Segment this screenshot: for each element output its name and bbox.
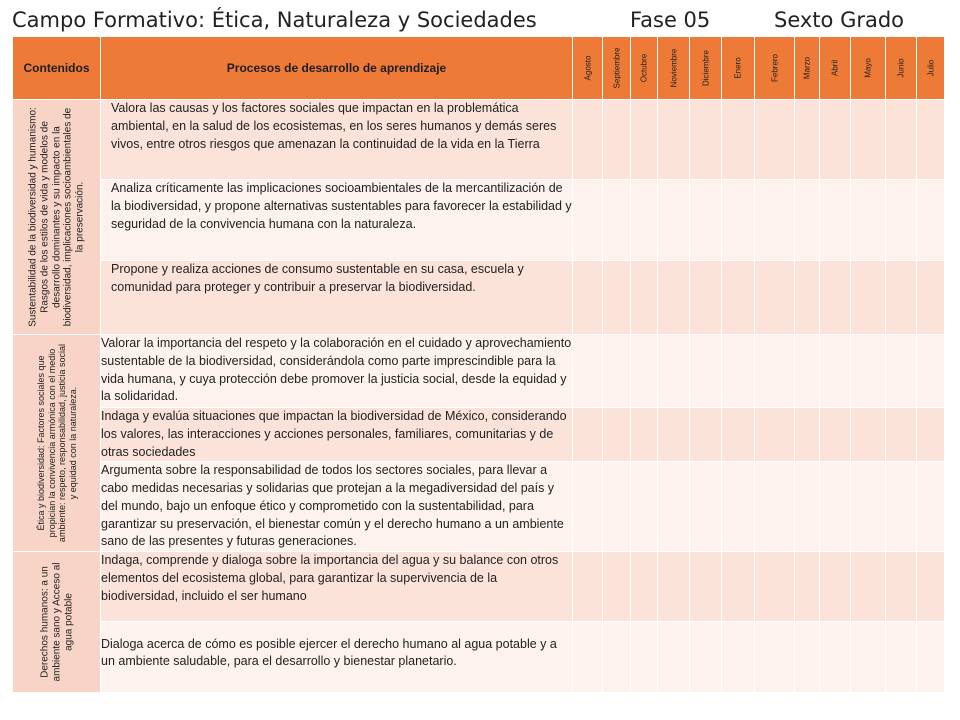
month-cell[interactable] [851, 462, 886, 552]
month-cell[interactable] [886, 552, 917, 622]
planning-table [12, 36, 945, 693]
proceso-cell: Valorar la importancia del respeto y la colaboración en el cuidado y aprovechamiento sustentable de la biodiversidad, considerándola como parte imprescindible para la vida humana, y cuya protección debe promover la justicia social, desde la equidad y la solidaridad. [101, 335, 573, 408]
month-cell[interactable] [573, 335, 603, 408]
month-cell[interactable] [631, 335, 658, 408]
month-cell[interactable] [603, 552, 631, 622]
month-cell[interactable] [631, 180, 658, 261]
month-cell[interactable] [851, 335, 886, 408]
month-cell[interactable] [755, 408, 795, 462]
table-header-row [13, 37, 945, 100]
month-cell[interactable] [820, 408, 851, 462]
month-cell[interactable] [722, 180, 755, 261]
month-cell[interactable] [917, 335, 945, 408]
month-cell[interactable] [886, 462, 917, 552]
month-cell[interactable] [886, 335, 917, 408]
month-cell[interactable] [690, 335, 722, 408]
month-cell[interactable] [722, 100, 755, 180]
month-cell[interactable] [690, 408, 722, 462]
month-cell[interactable] [851, 180, 886, 261]
proceso-cell: Dialoga acerca de cómo es posible ejercer el derecho humano al agua potable y a un ambiente saludable, para el desarrollo y bienestar planetario. [101, 622, 573, 693]
page-title: Campo Formativo: Ética, Naturaleza y Sociedades [12, 8, 537, 32]
month-cell[interactable] [631, 462, 658, 552]
month-cell[interactable] [755, 462, 795, 552]
grado-label: Sexto Grado [774, 8, 905, 32]
month-cell[interactable] [573, 180, 603, 261]
month-cell[interactable] [886, 100, 917, 180]
month-cell[interactable] [851, 100, 886, 180]
month-cell[interactable] [917, 261, 945, 335]
month-cell[interactable] [603, 462, 631, 552]
month-cell[interactable] [851, 622, 886, 693]
month-cell[interactable] [603, 180, 631, 261]
month-cell[interactable] [573, 408, 603, 462]
contenido-cell: Ética y biodiversidad: Factores sociales que propician la convivencia armónica con el medio ambiente: respeto, responsabilidad, justicia social y equidad con la naturaleza. [13, 335, 101, 552]
month-cell[interactable] [573, 462, 603, 552]
month-cell[interactable] [631, 622, 658, 693]
month-header-mayo: Mayo [851, 37, 886, 100]
month-cell[interactable] [820, 100, 851, 180]
fase-label: Fase 05 [630, 8, 711, 32]
month-header-noviembre: Noviembre [658, 37, 690, 100]
month-cell[interactable] [722, 622, 755, 693]
month-cell[interactable] [603, 408, 631, 462]
month-cell[interactable] [658, 335, 690, 408]
month-cell[interactable] [690, 552, 722, 622]
month-header-septiembre: Septiembre [603, 37, 631, 100]
table-row [13, 100, 945, 180]
month-cell[interactable] [795, 261, 820, 335]
month-header-octubre: Octubre [631, 37, 658, 100]
table-row [13, 335, 945, 408]
month-cell[interactable] [690, 100, 722, 180]
month-cell[interactable] [658, 261, 690, 335]
contenido-cell: Sustentabilidad de la biodiversidad y humanismo: Rasgos de los estilos de vida y modelos de desarrollo dominantes y su impacto en la biodiversidad, implicaciones socioambientales de la preservación. [13, 100, 101, 335]
month-cell[interactable] [886, 408, 917, 462]
month-header-enero: Enero [722, 37, 755, 100]
month-cell[interactable] [795, 180, 820, 261]
month-cell[interactable] [603, 335, 631, 408]
month-cell[interactable] [573, 261, 603, 335]
proceso-cell: Indaga, comprende y dialoga sobre la importancia del agua y su balance con otros elementos del ecosistema global, para garantizar la supervivencia de la biodiversidad, incluido el ser humano [101, 552, 573, 622]
month-cell[interactable] [755, 100, 795, 180]
month-header-abril: Abril [820, 37, 851, 100]
month-header-diciembre: Diciembre [690, 37, 722, 100]
month-cell[interactable] [631, 408, 658, 462]
table-row [13, 180, 945, 261]
month-cell[interactable] [795, 552, 820, 622]
proceso-cell: Indaga y evalúa situaciones que impactan la biodiversidad de México, considerando los valores, las interacciones y acciones personales, familiares, comunitarias y de otras sociedades [101, 408, 573, 462]
month-cell[interactable] [631, 100, 658, 180]
month-cell[interactable] [820, 335, 851, 408]
month-cell[interactable] [722, 335, 755, 408]
month-cell[interactable] [755, 261, 795, 335]
month-header-marzo: Marzo [795, 37, 820, 100]
month-cell[interactable] [795, 462, 820, 552]
header-contenidos: Contenidos [13, 37, 101, 100]
month-cell[interactable] [722, 261, 755, 335]
table-row [13, 462, 945, 552]
month-cell[interactable] [755, 180, 795, 261]
month-cell[interactable] [722, 462, 755, 552]
month-cell[interactable] [851, 261, 886, 335]
month-cell[interactable] [820, 552, 851, 622]
month-cell[interactable] [820, 622, 851, 693]
proceso-cell: Propone y realiza acciones de consumo sustentable en su casa, escuela y comunidad para proteger y contribuir a preservar la biodiversidad. [101, 261, 573, 335]
month-cell[interactable] [631, 261, 658, 335]
month-cell[interactable] [631, 552, 658, 622]
header-procesos: Procesos de desarrollo de aprendizaje [101, 37, 573, 100]
month-cell[interactable] [603, 622, 631, 693]
month-cell[interactable] [917, 462, 945, 552]
month-cell[interactable] [690, 462, 722, 552]
month-cell[interactable] [917, 180, 945, 261]
month-cell[interactable] [603, 261, 631, 335]
month-cell[interactable] [690, 180, 722, 261]
table-row [13, 408, 945, 462]
month-cell[interactable] [917, 622, 945, 693]
month-cell[interactable] [886, 622, 917, 693]
month-cell[interactable] [851, 552, 886, 622]
month-cell[interactable] [722, 408, 755, 462]
month-cell[interactable] [755, 622, 795, 693]
month-cell[interactable] [690, 261, 722, 335]
month-cell[interactable] [795, 622, 820, 693]
month-cell[interactable] [658, 552, 690, 622]
month-cell[interactable] [658, 622, 690, 693]
table-row [13, 261, 945, 335]
month-cell[interactable] [658, 462, 690, 552]
month-cell[interactable] [658, 100, 690, 180]
month-header-agosto: Agosto [573, 37, 603, 100]
month-cell[interactable] [917, 408, 945, 462]
month-cell[interactable] [755, 552, 795, 622]
month-cell[interactable] [795, 408, 820, 462]
proceso-cell: Valora las causas y los factores sociales que impactan en la problemática ambiental, en la salud de los ecosistemas, en los seres humanos y demás seres vivos, entre otros riesgos que amenazan la continuidad de la vida en la Tierra [101, 100, 573, 180]
page-header [12, 4, 952, 36]
month-cell[interactable] [917, 100, 945, 180]
month-header-febrero: Febrero [755, 37, 795, 100]
month-cell[interactable] [722, 552, 755, 622]
month-cell[interactable] [795, 335, 820, 408]
month-cell[interactable] [917, 552, 945, 622]
month-cell[interactable] [573, 622, 603, 693]
proceso-cell: Argumenta sobre la responsabilidad de todos los sectores sociales, para llevar a cabo medidas necesarias y solidarias que protejan a la megadiversidad del país y del mundo, bajo un enfoque ético y comprometido con la sustentabilidad, para garantizar su preservación, el bienestar común y el derecho humano a un ambiente sano de las presentes y futuras generaciones. [101, 462, 573, 552]
month-cell[interactable] [658, 408, 690, 462]
month-cell[interactable] [795, 100, 820, 180]
month-cell[interactable] [851, 408, 886, 462]
month-cell[interactable] [820, 261, 851, 335]
month-cell[interactable] [573, 552, 603, 622]
month-cell[interactable] [886, 180, 917, 261]
month-cell[interactable] [755, 335, 795, 408]
contenido-cell: Derechos humanos: a un ambiente sano y Acceso al agua potable [13, 552, 101, 693]
month-cell[interactable] [658, 180, 690, 261]
month-cell[interactable] [690, 622, 722, 693]
month-header-julio: Julio [917, 37, 945, 100]
month-cell[interactable] [820, 180, 851, 261]
proceso-cell: Analiza críticamente las implicaciones socioambientales de la mercantilización de la biodiversidad, y propone alternativas sustentables para favorecer la estabilidad y seguridad de la convivencia humana con la naturaleza. [101, 180, 573, 261]
month-header-junio: Junio [886, 37, 917, 100]
month-cell[interactable] [886, 261, 917, 335]
month-cell[interactable] [573, 100, 603, 180]
table-row [13, 552, 945, 622]
month-cell[interactable] [820, 462, 851, 552]
month-cell[interactable] [603, 100, 631, 180]
table-row [13, 622, 945, 693]
